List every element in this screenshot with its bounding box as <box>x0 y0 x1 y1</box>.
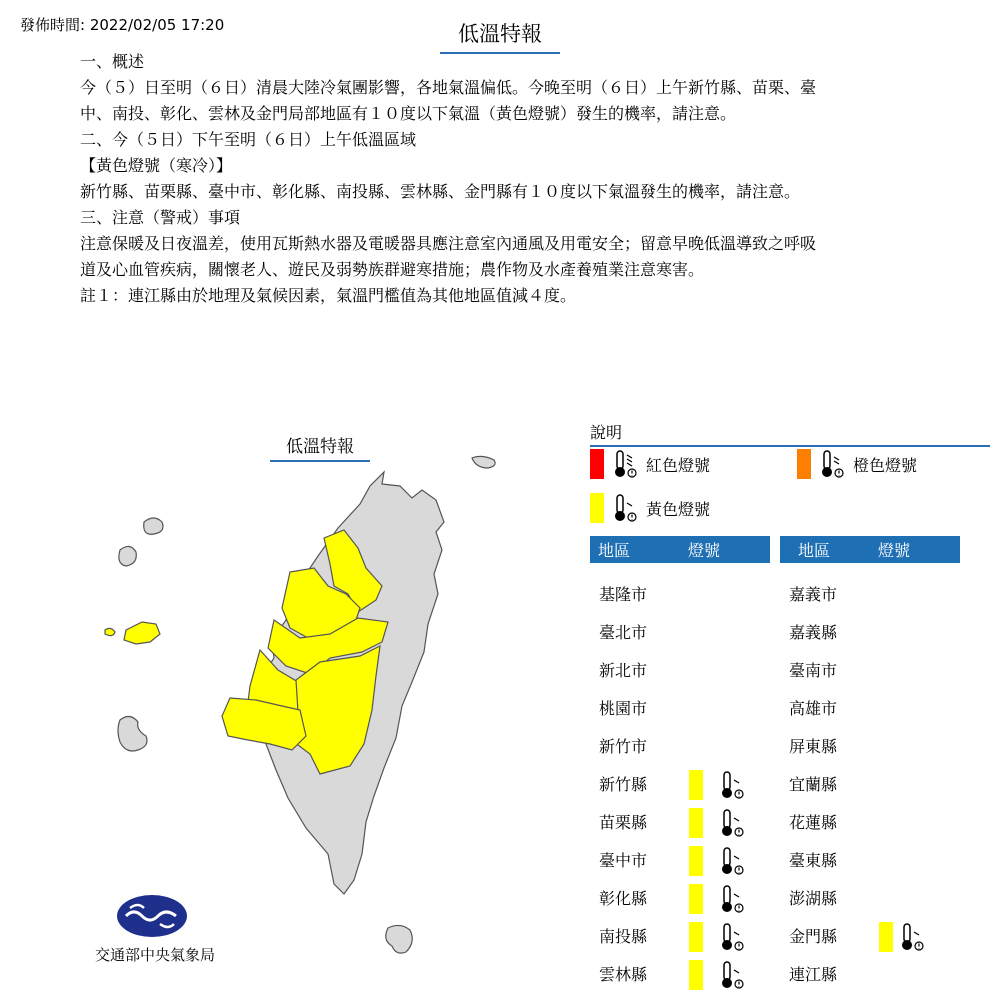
table-row <box>599 960 779 990</box>
legend-yellow <box>590 493 710 523</box>
orange-swatch <box>797 449 811 479</box>
section-3-line-1: 注意保暖及日夜溫差，使用瓦斯熱水器及電暖器具應注意室內通風及用電安全；留意早晚低溫導致之呼吸 <box>80 234 817 253</box>
region-name: 宜蘭縣 <box>789 775 838 794</box>
region-name: 苗栗縣 <box>599 813 648 832</box>
region-name: 桃園市 <box>599 699 648 718</box>
region-name: 臺中市 <box>599 851 648 870</box>
region-name: 臺東縣 <box>789 851 838 870</box>
region-name: 澎湖縣 <box>789 889 838 908</box>
region-name: 嘉義市 <box>789 585 838 604</box>
legend-yellow-label: 黃色燈號 <box>646 499 711 519</box>
region-name: 臺南市 <box>789 661 838 680</box>
region-name: 金門縣 <box>789 927 838 946</box>
thermometer-icon <box>610 493 638 523</box>
table-header-right <box>780 536 960 563</box>
table-row <box>789 732 969 762</box>
penghu-island <box>118 716 147 751</box>
green-island <box>386 925 413 953</box>
region-name: 新竹市 <box>599 737 648 756</box>
thermometer-icon <box>717 960 745 1000</box>
yellow-signal <box>689 846 703 876</box>
thermometer-icon <box>717 922 745 962</box>
cwa-logo <box>116 894 188 938</box>
yellow-signal <box>689 808 703 838</box>
yellow-signal <box>689 770 703 800</box>
page-title: 低溫特報 <box>440 18 560 54</box>
section-2-heading: 二、今（５日）下午至明（６日）上午低溫區域 <box>80 130 417 149</box>
table-row <box>599 580 779 610</box>
thermometer-icon <box>717 884 745 924</box>
region-name: 花蓮縣 <box>789 813 838 832</box>
kinmen-island <box>124 622 160 644</box>
region-name: 嘉義縣 <box>789 623 838 642</box>
table-row <box>599 770 779 800</box>
table-row <box>789 694 969 724</box>
section-3-heading: 三、注意（警戒）事項 <box>80 208 241 227</box>
table-row <box>789 960 969 990</box>
map-title: 低溫特報 <box>270 432 370 462</box>
bulletin-body <box>80 49 930 309</box>
table-row <box>599 618 779 648</box>
region-name: 高雄市 <box>789 699 838 718</box>
yellow-swatch <box>590 493 604 523</box>
legend-red <box>590 449 710 479</box>
note: 註１：連江縣由於地理及氣候因素，氣溫門檻值為其他地區值減４度。 <box>80 286 577 305</box>
legend-orange-label: 橙色燈號 <box>853 455 918 475</box>
legend-title: 說明 <box>590 420 990 447</box>
legend-red-label: 紅色燈號 <box>646 455 711 475</box>
matsu-island <box>472 456 495 468</box>
yellow-signal <box>689 960 703 990</box>
table-row <box>789 808 969 838</box>
yellow-signal <box>689 884 703 914</box>
table-row <box>789 618 969 648</box>
table-row <box>599 732 779 762</box>
table-row <box>789 884 969 914</box>
thermometer-icon <box>717 808 745 848</box>
table-row <box>599 656 779 686</box>
thermometer-icon <box>897 922 925 962</box>
region-name: 新北市 <box>599 661 648 680</box>
section-1-line-2: 中、南投、彰化、雲林及金門局部地區有１０度以下氣溫（黃色燈號）發生的機率，請注意。 <box>80 104 737 123</box>
section-1-heading: 一、概述 <box>80 52 145 71</box>
table-row <box>789 846 969 876</box>
table-row <box>599 884 779 914</box>
issue-time: 發佈時間: 2022/02/05 17:20 <box>20 16 225 34</box>
red-swatch <box>590 449 604 479</box>
section-2-subheading: 【黃色燈號（寒冷）】 <box>80 156 233 175</box>
table-row <box>599 846 779 876</box>
section-3-line-2: 道及心血管疾病，關懷老人、遊民及弱勢族群避寒措施；農作物及水產養殖業注意寒害。 <box>80 260 705 279</box>
section-2-line: 新竹縣、苗栗縣、臺中市、彰化縣、南投縣、雲林縣、金門縣有１０度以下氣溫發生的機率，請注意。 <box>80 182 801 201</box>
table-row <box>789 770 969 800</box>
region-header: 地區 <box>798 541 831 560</box>
kinmen-island <box>105 628 115 635</box>
yellow-signal <box>689 922 703 952</box>
taiwan-map <box>90 450 510 970</box>
legend-orange <box>797 449 917 479</box>
table-row <box>599 808 779 838</box>
thermometer-icon <box>717 770 745 810</box>
region-header: 地區 <box>598 541 631 560</box>
region-name: 連江縣 <box>789 965 838 984</box>
table-row <box>789 656 969 686</box>
region-name: 南投縣 <box>599 927 648 946</box>
thermometer-icon <box>817 449 845 479</box>
matsu-island <box>119 546 136 566</box>
signal-header: 燈號 <box>688 541 721 560</box>
region-name: 新竹縣 <box>599 775 648 794</box>
region-name: 彰化縣 <box>599 889 648 908</box>
agency-name: 交通部中央氣象局 <box>94 946 215 964</box>
region-name: 臺北市 <box>599 623 648 642</box>
table-row <box>789 922 969 952</box>
section-1-line-1: 今（５）日至明（６日）清晨大陸冷氣團影響，各地氣溫偏低。今晚至明（６日）上午新竹縣、苗栗、臺 <box>80 78 817 97</box>
region-name: 基隆市 <box>599 585 648 604</box>
thermometer-icon <box>717 846 745 886</box>
table-header-left <box>590 536 770 563</box>
matsu-island <box>144 518 163 534</box>
table-row <box>599 694 779 724</box>
signal-header: 燈號 <box>878 541 911 560</box>
yellow-signal <box>879 922 893 952</box>
table-row <box>789 580 969 610</box>
region-name: 屏東縣 <box>789 737 838 756</box>
thermometer-icon <box>610 449 638 479</box>
table-row <box>599 922 779 952</box>
region-name: 雲林縣 <box>599 965 648 984</box>
